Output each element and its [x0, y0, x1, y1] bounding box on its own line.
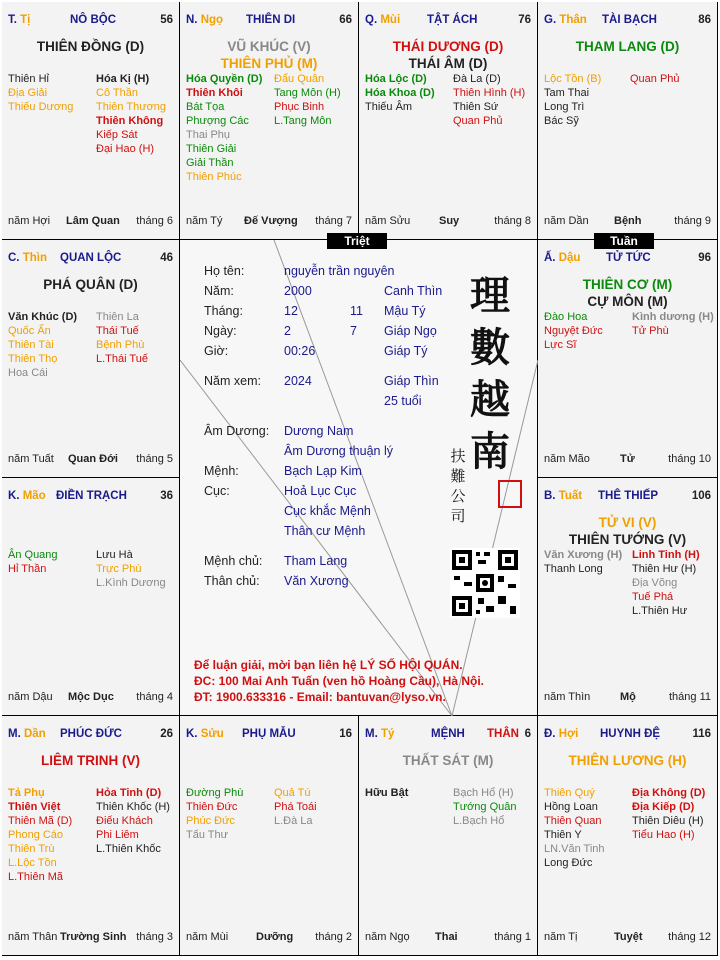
branch-label [544, 252, 580, 264]
calligraphy-big-3: 越 [470, 376, 510, 423]
life-stage: Suy [439, 215, 460, 227]
left-stars [544, 310, 603, 352]
branch-label [544, 490, 582, 502]
age-number: 76 [518, 14, 531, 26]
minor-star: Long Trì [544, 101, 585, 113]
branch-label [8, 728, 46, 740]
palace-name: PHÚC ĐỨC [60, 728, 122, 740]
minor-star: Thiên Thọ [8, 353, 58, 365]
branch-label [544, 14, 587, 26]
branch-label [8, 490, 46, 502]
minor-star: Long Đức [544, 857, 593, 869]
palace-name: NÔ BỘC [70, 14, 116, 26]
year-label: năm Mùi [186, 931, 229, 943]
name-label: Họ tên: [204, 264, 245, 278]
year-label: năm Dần [544, 215, 589, 227]
year-label: năm Dậu [8, 691, 53, 703]
contact-line-2: ĐC: 100 Mai Anh Tuấn (ven hồ Hoàng Cầu), Hà Nội. [194, 674, 485, 688]
minor-star: Điếu Khách [96, 815, 153, 827]
minor-star: Thanh Long [544, 563, 603, 575]
minor-star: Phá Toái [274, 801, 317, 813]
minor-star: Thiên Đức [186, 801, 238, 813]
calligraphy-small-2: 難 [450, 467, 466, 485]
calligraphy-small-3: 公 [450, 487, 466, 505]
minor-star: Đại Hao (H) [96, 143, 155, 155]
minor-star: Tướng Quân [453, 801, 517, 813]
minor-star: Quả Tú [274, 787, 311, 799]
hour-can: Giáp Tý [384, 344, 428, 358]
main-star: THAM LANG (D) [575, 39, 680, 54]
palace-mui [359, 2, 538, 240]
palace-name: TẬT ÁCH [427, 14, 478, 26]
month-label: tháng 9 [674, 215, 711, 227]
palace-mao [2, 478, 180, 716]
minor-star: Ân Quang [8, 549, 58, 561]
branch-name: Mùi [380, 14, 401, 26]
minor-star: Bác Sỹ [544, 115, 579, 127]
minor-star: Tấu Thư [186, 829, 229, 841]
minor-star: Lộc Tồn (B) [544, 73, 602, 85]
menhchu-label: Mệnh chủ: [204, 554, 263, 568]
branch-stem: K. [8, 490, 20, 502]
minor-star: Nguyệt Đức [544, 325, 603, 337]
minor-star: Thiên Thương [96, 101, 167, 113]
minor-star: Thiên Khốc (H) [96, 801, 170, 813]
day-can: Giáp Ngọ [384, 324, 437, 338]
minor-star: Văn Khúc (D) [8, 311, 78, 323]
palace-name: THÊ THIẾP [598, 490, 659, 502]
day-lunar: 7 [350, 324, 357, 338]
left-stars [186, 786, 243, 842]
right-stars [632, 548, 700, 618]
tuan-tag: Tuần [594, 233, 654, 249]
branch-stem: Q. [365, 14, 378, 26]
contact-line-3[interactable]: ĐT: 1900.633316 - Email: bantuvan@lyso.vn. [194, 690, 446, 704]
minor-star: Giải Thần [186, 157, 234, 169]
palace-tuat [538, 478, 718, 716]
menh-label: Mệnh: [204, 464, 239, 478]
month-label: Tháng: [204, 304, 243, 318]
main-star: LIÊM TRINH (V) [41, 753, 140, 768]
right-stars [96, 786, 170, 856]
right-stars [274, 786, 317, 828]
palace-name: TỬ TỨC [606, 252, 651, 264]
minor-star: Tuế Phá [632, 591, 674, 603]
month-lunar: 11 [350, 304, 363, 318]
main-star: VŨ KHÚC (V) [227, 39, 311, 54]
minor-star: Thiên Hình (H) [453, 87, 526, 99]
minor-star: Phi Liêm [96, 829, 139, 841]
branch-stem: Ấ. [544, 252, 556, 264]
minor-star: Tử Phù [632, 325, 669, 337]
hour-label: Giờ: [204, 344, 229, 358]
center-info-panel [180, 240, 538, 716]
main-star: CỰ MÔN (M) [587, 294, 668, 309]
right-stars [630, 72, 680, 86]
life-stage: Quan Đới [68, 453, 118, 465]
left-stars [544, 548, 622, 576]
branch-name: Mão [22, 490, 46, 502]
right-stars [632, 786, 705, 842]
month-label: tháng 4 [136, 691, 173, 703]
minor-star: Hỏa Tinh (D) [96, 787, 162, 799]
palace-ty [359, 716, 538, 956]
minor-star: Phúc Đức [186, 815, 235, 827]
hour-value: 00:26 [284, 344, 316, 358]
day-label: Ngày: [204, 324, 237, 338]
branch-name: Tý [380, 728, 395, 740]
age-number: 16 [339, 728, 352, 740]
age-value: 25 tuổi [384, 394, 422, 408]
life-stage: Đế Vượng [244, 215, 298, 227]
minor-star: Trực Phù [96, 563, 142, 575]
branch-label [8, 14, 30, 26]
minor-star: L.Thiên Hư [632, 605, 688, 617]
calligraphy-big-1: 理 [470, 272, 510, 319]
minor-star: Hỉ Thần [8, 563, 47, 575]
menhchu-value: Tham Lang [284, 554, 348, 568]
age-number: 116 [692, 728, 711, 740]
branch-stem: M. [365, 728, 378, 740]
minor-star: Thiếu Dương [8, 101, 74, 113]
month-label: tháng 11 [668, 691, 711, 703]
minor-star: Bệnh Phù [96, 339, 145, 351]
amduong-label: Âm Dương: [204, 424, 270, 438]
branch-stem: G. [544, 14, 557, 26]
triet-tag: Triệt [327, 233, 387, 249]
menh-value: Bạch Lạp Kim [284, 464, 362, 478]
minor-star: Quan Phủ [630, 73, 680, 85]
month-label: tháng 5 [136, 453, 173, 465]
view-year-label: Năm xem: [204, 374, 261, 388]
minor-star: Đào Hoa [544, 311, 588, 323]
palace-ngo [180, 2, 359, 240]
branch-label [8, 252, 47, 264]
month-label: tháng 3 [136, 931, 173, 943]
year-label: năm Thìn [544, 691, 591, 703]
minor-star: Quốc Ấn [8, 325, 51, 337]
minor-star: L.Kình Dương [96, 577, 166, 589]
age-number: 86 [698, 14, 711, 26]
branch-stem: C. [8, 252, 20, 264]
year-can: Canh Thìn [384, 284, 443, 298]
age-number: 26 [160, 728, 173, 740]
branch-name: Sửu [200, 728, 224, 740]
palace-thin [2, 240, 180, 478]
minor-star: L.Bạch Hổ [453, 815, 505, 827]
year-value: 2000 [284, 284, 312, 298]
month-label: tháng 1 [494, 931, 531, 943]
day-solar: 2 [284, 324, 291, 338]
red-seal-icon [498, 480, 522, 508]
minor-star: Đà La (D) [453, 73, 501, 85]
minor-star: Hoa Cái [8, 367, 48, 379]
minor-star: Hóa Lộc (D) [365, 73, 427, 85]
amduong-value: Dương Nam [284, 424, 354, 438]
minor-star: Phong Cáo [8, 829, 64, 841]
minor-star: L.Thái Tuế [96, 353, 148, 365]
minor-star: Địa Kiếp (D) [632, 801, 695, 813]
minor-star: L.Tang Môn [274, 115, 332, 127]
month-label: tháng 6 [136, 215, 173, 227]
minor-star: Tam Thai [544, 87, 590, 99]
minor-star: Cô Thần [96, 87, 138, 99]
month-solar: 12 [284, 304, 298, 318]
minor-star: Thiên La [96, 311, 139, 323]
right-stars [274, 72, 341, 128]
palace-name: ĐIỀN TRẠCH [56, 490, 127, 502]
month-label: tháng 2 [315, 931, 352, 943]
cuc-note-1: Cục khắc Mệnh [284, 504, 371, 518]
branch-stem: K. [186, 728, 198, 740]
year-label: năm Mão [544, 453, 590, 465]
minor-star: Tang Môn (H) [274, 87, 341, 99]
month-label: tháng 7 [315, 215, 352, 227]
branch-name: Tuất [558, 490, 583, 502]
life-stage: Dưỡng [256, 931, 294, 943]
minor-star: Thái Tuế [96, 325, 139, 337]
minor-star: Thai Phụ [186, 129, 231, 141]
year-label: năm Sửu [365, 215, 411, 227]
main-star: THÁI DƯƠNG (D) [392, 39, 504, 54]
calligraphy-small-4: 司 [450, 507, 466, 525]
minor-star: Thiên Khôi [186, 87, 243, 99]
branch-stem: M. [8, 728, 21, 740]
age-number: 66 [339, 14, 352, 26]
left-stars [544, 786, 605, 870]
age-number: 96 [698, 252, 711, 264]
minor-star: Hồng Loan [544, 801, 598, 813]
main-star: THIÊN CƠ (M) [582, 277, 673, 292]
year-label: năm Thân [8, 931, 58, 943]
minor-star: Kiếp Sát [96, 129, 138, 141]
branch-name: Tị [20, 14, 31, 26]
minor-star: Hữu Bật [365, 787, 409, 799]
life-stage: Trường Sinh [60, 931, 127, 943]
minor-star: Thiên Phúc [186, 171, 242, 183]
palace-name: HUYNH ĐỆ [600, 728, 661, 740]
palace-name: MỆNH [431, 728, 465, 740]
minor-star: Thiên Không [96, 115, 164, 127]
minor-star: Phượng Các [186, 115, 249, 127]
branch-stem: B. [544, 490, 556, 502]
right-stars [96, 310, 148, 366]
age-number: 56 [160, 14, 173, 26]
thanchu-label: Thân chủ: [204, 574, 260, 588]
branch-label [365, 728, 394, 740]
minor-star: Lưu Hà [96, 549, 133, 561]
minor-star: Thiên Việt [8, 801, 61, 813]
main-star: THIÊN TƯỚNG (V) [568, 532, 687, 547]
year-label: năm Tý [186, 215, 223, 227]
right-stars [96, 548, 166, 590]
minor-star: Thiên Hỉ [8, 73, 49, 85]
minor-star: L.Đà La [274, 815, 313, 827]
name-value: nguyễn trần nguyên [284, 264, 395, 278]
minor-star: Thiên Sứ [453, 101, 499, 113]
view-year-value: 2024 [284, 374, 312, 388]
main-star: THẤT SÁT (M) [402, 753, 494, 768]
calligraphy-small-1: 扶 [450, 447, 466, 465]
age-number: 106 [691, 490, 711, 502]
calligraphy-big-2: 數 [470, 324, 510, 371]
minor-star: Địa Võng [632, 577, 678, 589]
view-year-can: Giáp Thìn [384, 374, 439, 388]
minor-star: Tả Phụ [8, 787, 45, 799]
year-label: năm Hợi [8, 215, 51, 227]
minor-star: Thiên Y [544, 829, 582, 841]
minor-star: Bát Tọa [186, 101, 225, 113]
palace-suu [180, 716, 359, 956]
minor-star: Phục Binh [274, 101, 325, 113]
life-stage: Tử [620, 453, 635, 465]
minor-star: Đường Phù [186, 787, 244, 799]
main-star: THIÊN LƯƠNG (H) [568, 753, 687, 768]
branch-label [186, 728, 224, 740]
age-number: 46 [160, 252, 173, 264]
branch-label [544, 728, 578, 740]
life-stage: Mộ [620, 691, 636, 703]
amduong-note: Âm Dương thuận lý [284, 444, 393, 458]
left-stars [8, 310, 77, 380]
age-number: 36 [160, 490, 173, 502]
palace-name: PHỤ MẪU [242, 728, 296, 740]
minor-star: Thiếu Âm [365, 101, 413, 113]
main-star: PHÁ QUÂN (D) [43, 277, 138, 292]
minor-star: Hóa Quyền (D) [186, 73, 263, 85]
left-stars [544, 72, 601, 128]
month-label: tháng 12 [668, 931, 711, 943]
palace-name: QUAN LỘC [60, 252, 122, 264]
minor-star: Văn Xương (H) [544, 549, 623, 561]
branch-name: Thân [559, 14, 587, 26]
cuc-label: Cục: [204, 484, 230, 498]
minor-star: Thiên Mã (D) [8, 815, 73, 827]
month-label: tháng 8 [494, 215, 531, 227]
branch-name: Dần [23, 728, 46, 740]
minor-star: Thiên Quý [544, 787, 595, 799]
left-stars [365, 72, 435, 114]
left-stars [365, 786, 408, 800]
left-stars [186, 72, 262, 184]
right-stars [453, 72, 525, 128]
year-label: năm Tị [544, 931, 578, 943]
year-label: năm Tuất [8, 453, 54, 465]
minor-star: Thiên Diêu (H) [632, 815, 704, 827]
left-stars [8, 786, 72, 884]
palace-hoi [538, 716, 718, 956]
life-stage: Thai [435, 931, 458, 943]
branch-stem: T. [8, 14, 17, 26]
main-star: THÁI ÂM (D) [408, 56, 488, 71]
minor-star: LN.Văn Tinh [544, 843, 605, 855]
palace-name: TÀI BẠCH [602, 14, 657, 26]
month-can: Mậu Tý [384, 304, 426, 318]
contact-line-1: Để luận giải, mời bạn liên hệ LÝ SỐ HỘI QUÁN. [194, 658, 463, 672]
branch-stem: N. [186, 14, 198, 26]
month-label: tháng 10 [668, 453, 711, 465]
left-stars [8, 72, 73, 114]
left-stars [8, 548, 58, 576]
minor-star: Thiên Trù [8, 843, 55, 855]
branch-name: Ngọ [200, 14, 224, 26]
minor-star: Tiểu Hao (H) [632, 829, 695, 841]
branch-name: Dậu [558, 252, 581, 264]
age-number: 6 [524, 728, 531, 740]
cuc-note-2: Thân cư Mệnh [284, 524, 366, 538]
life-stage: Tuyệt [614, 931, 643, 943]
minor-star: Hóa Khoa (D) [365, 87, 435, 99]
minor-star: L.Lộc Tồn [8, 857, 57, 869]
branch-label [186, 14, 223, 26]
year-label: năm Ngọ [365, 931, 410, 943]
main-star: THIÊN ĐỒNG (D) [36, 39, 145, 54]
minor-star: Lực Sĩ [544, 339, 577, 351]
right-stars [96, 72, 166, 156]
branch-name: Hợi [558, 728, 579, 740]
minor-star: L.Thiên Mã [8, 871, 64, 883]
minor-star: Thiên Hư (H) [632, 563, 697, 575]
minor-star: Quan Phủ [453, 115, 503, 127]
palace-ti [2, 2, 180, 240]
minor-star: Thiên Quan [544, 815, 602, 827]
palace-than-label: THÂN [487, 728, 519, 740]
year-label: Năm: [204, 284, 234, 298]
minor-star: Thiên Tài [8, 339, 54, 351]
life-stage: Bệnh [614, 215, 642, 227]
right-stars [453, 786, 517, 828]
life-stage: Mộc Dục [68, 691, 114, 703]
cuc-value: Hoả Lục Cục [284, 484, 357, 498]
minor-star: Đẩu Quân [274, 73, 325, 85]
qr-code-icon[interactable] [450, 548, 520, 618]
palace-dan [2, 716, 180, 956]
life-stage: Lâm Quan [66, 215, 120, 227]
minor-star: L.Thiên Khốc [96, 843, 161, 855]
minor-star: Kình dương (H) [632, 311, 714, 323]
minor-star: Thiên Giải [186, 143, 237, 155]
branch-label [365, 14, 400, 26]
minor-star: Linh Tinh (H) [632, 549, 700, 561]
minor-star: Bạch Hổ (H) [453, 787, 514, 799]
main-star: TỬ VI (V) [598, 515, 657, 530]
palace-than [538, 2, 718, 240]
palace-dau [538, 240, 718, 478]
right-stars [632, 310, 714, 338]
thanchu-value: Văn Xương [284, 574, 349, 588]
minor-star: Địa Giải [8, 87, 48, 99]
minor-star: Địa Không (D) [632, 787, 706, 799]
minor-star: Hóa Kị (H) [96, 73, 150, 85]
calligraphy-big-4: 南 [470, 428, 510, 475]
branch-name: Thìn [22, 252, 47, 264]
branch-stem: Đ. [544, 728, 556, 740]
main-star: THIÊN PHỦ (M) [220, 56, 318, 71]
palace-name: THIÊN DI [246, 14, 296, 26]
